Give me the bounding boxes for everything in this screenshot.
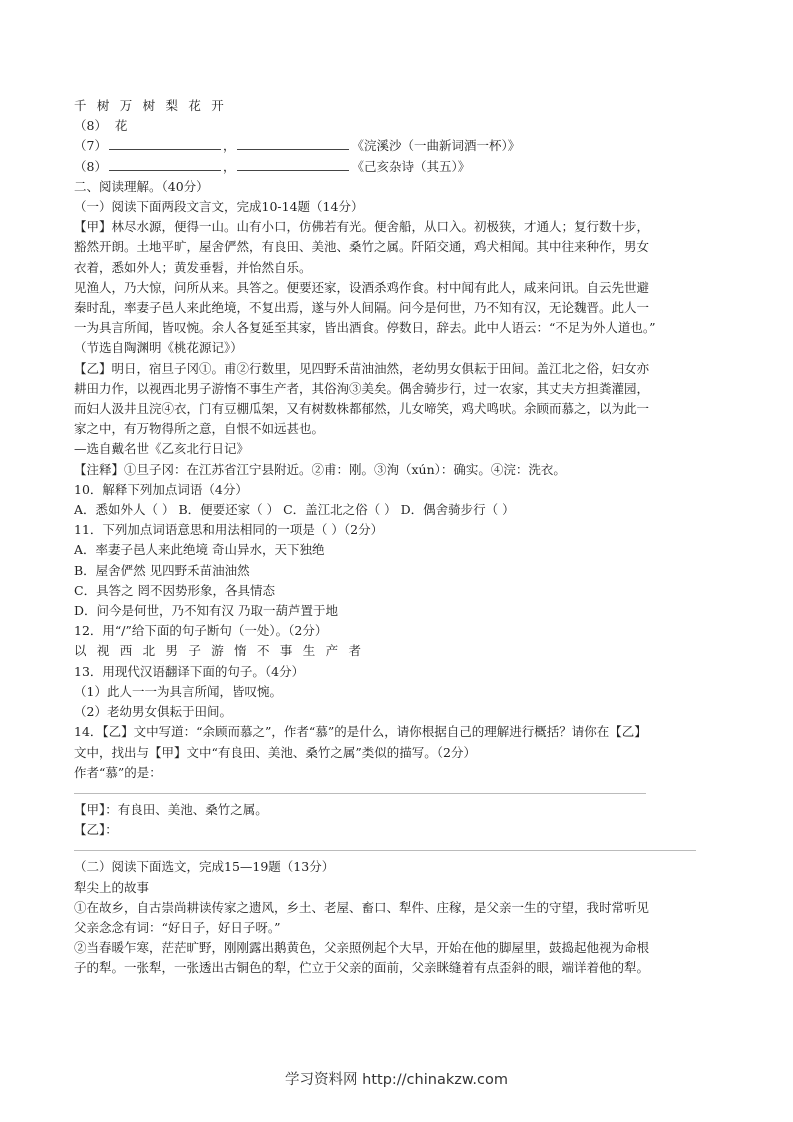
answer-line [74, 793, 646, 794]
text-line: （节选自陶渊明《桃花源记》） [74, 340, 243, 356]
text-line: 【注释】①旦子冈：在江苏省江宁县附近。②甫：刚。③洵（xún）：确实。④浣：洗衣。 [74, 461, 566, 477]
question-line: 【乙】： [74, 822, 118, 838]
question-line: 文中，找出与【甲】文中“有良田、美池、桑竹之属”类似的描写。（2分） [74, 744, 476, 760]
answer-blank [109, 136, 221, 150]
text-line: ①在故乡，自古崇尚耕读传家之遗风，乡土、老屋、畜口、犁件、庄稼，是父亲一生的守望，我时常听见 [74, 899, 650, 915]
section-heading: （二）阅读下面选文，完成15—19题（13分） [74, 859, 335, 875]
text-line: ②当春暖乍寒，茫茫旷野，刚刚露出鹅黄色，父亲照例起个大早，开始在他的脚屋里，鼓捣起他视为命根 [74, 940, 650, 956]
question-line: 【甲】：有良田、美池、桑竹之属。 [74, 801, 268, 817]
text-line: 【乙】明日，宿旦子冈①。甫②行数里，见四野禾苗油油然，老幼男女俱耘于田间。盖江北之俗，妇女亦 [74, 360, 650, 376]
text-line: 见渔人，乃大惊，问所从来。具答之。便要还家，设酒杀鸡作食。村中闻有此人，咸来问讯。自云先世避 [74, 279, 650, 295]
answer-blank [237, 157, 349, 171]
text-line: 子的犁。一张犁，一张透出古铜色的犁，伫立于父亲的面前，父亲眯缝着有点歪斜的眼，端详着他的犁。 [74, 960, 650, 976]
answer-blank [237, 136, 349, 150]
text-line: 【甲】林尽水源，便得一山。山有小口，仿佛若有光。便舍船，从口入。初极狭，才通人；复行数十步， [74, 219, 650, 235]
question-line: A．率妻子邑人来此绝境 奇山异水，天下独绝 [74, 542, 325, 558]
text-line: —选自戴名世《乙亥北行日记》 [74, 441, 250, 457]
question-line: （2）老幼男女俱耘于田间。 [74, 704, 232, 720]
question-line: 14．【乙】文中写道：“余顾而慕之”，作者“慕”的是什么，请你根据自己的理解进行概括？请你在【乙】 [74, 724, 647, 740]
question-line: 13．用现代汉语翻译下面的句子。（4分） [74, 663, 305, 679]
question-line: 12．用“/”给下面的句子断句（一处）。（2分） [74, 623, 328, 639]
text-line: 一为具言所闻，皆叹惋。余人各复延至其家，皆出酒食。停数日，辞去。此中人语云：“不足为外人道也。” [74, 320, 656, 336]
answer-blank [109, 157, 221, 171]
section-heading: （一）阅读下面两段文言文，完成10-14题（14分） [74, 199, 364, 215]
question-line: C．具答之 罔不因势形象，各具情态 [74, 582, 276, 598]
question-line: 以 视 西 北 男 子 游 惰 不 事 生 产 者 [74, 643, 365, 659]
article-title: 犁尖上的故事 [74, 879, 150, 895]
text-line: 家之中，有万物得所之意，自恨不如远甚也。 [74, 421, 325, 437]
section-heading: 二、阅读理解。（40分） [74, 178, 209, 194]
text-line: 千 树 万 树 梨 花 开 [74, 98, 227, 113]
document-body [74, 96, 734, 979]
question-line: 11．下列加点词语意思和用法相同的一项是（ ）（2分） [74, 522, 384, 538]
question-line: D．问今是何世，乃不知有汉 乃取一葫芦置于地 [74, 603, 338, 619]
question-line: B．屋舍俨然 见四野禾苗油油然 [74, 562, 250, 578]
page-footer-watermark: 学习资料网 http://chinakzw.com [285, 1072, 508, 1088]
question-line: （1）此人一一为具言所闻，皆叹惋。 [74, 683, 282, 699]
fill-blank-line: （7） ， 《浣溪沙（一曲新词酒一杯）》 [74, 138, 521, 154]
text-line: 秦时乱，率妻子邑人来此绝境，不复出焉，遂与外人间隔。问今是何世，乃不知有汉，无论魏晋。此人一 [74, 300, 650, 316]
question-line: 作者“慕”的是： [74, 764, 162, 780]
question-line: A．悉如外人（ ） B．便要还家（ ） C．盖江北之俗（ ） D．偶舍骑步行（ ） [74, 502, 515, 518]
answer-line [74, 850, 696, 851]
text-line: 耕田力作，以视西北男子游惰不事生产者，其俗洵③美矣。偶舍骑步行，过一农家，其丈夫方担粪灌园， [74, 380, 650, 396]
fill-blank-line: （8） ， 《己亥杂诗（其五）》 [74, 158, 471, 174]
text-line: 豁然开朗。土地平旷，屋舍俨然，有良田、美池、桑竹之属。阡陌交通，鸡犬相闻。其中往来种作，男女 [74, 239, 650, 255]
question-line: 10．解释下列加点词语（4分） [74, 481, 248, 497]
text-line: 父亲念念有词：“好日子，好日子呀。” [74, 919, 281, 935]
text-line: 衣着，悉如外人；黄发垂髫，并怡然自乐。 [74, 259, 312, 275]
text-line: （8） 花 [74, 118, 128, 134]
text-line: 而妇人汲井且浣④衣，门有豆棚瓜架，又有树数株都郁然，儿女啼笑，鸡犬鸣吠。余顾而慕之，以为此一 [74, 401, 650, 417]
